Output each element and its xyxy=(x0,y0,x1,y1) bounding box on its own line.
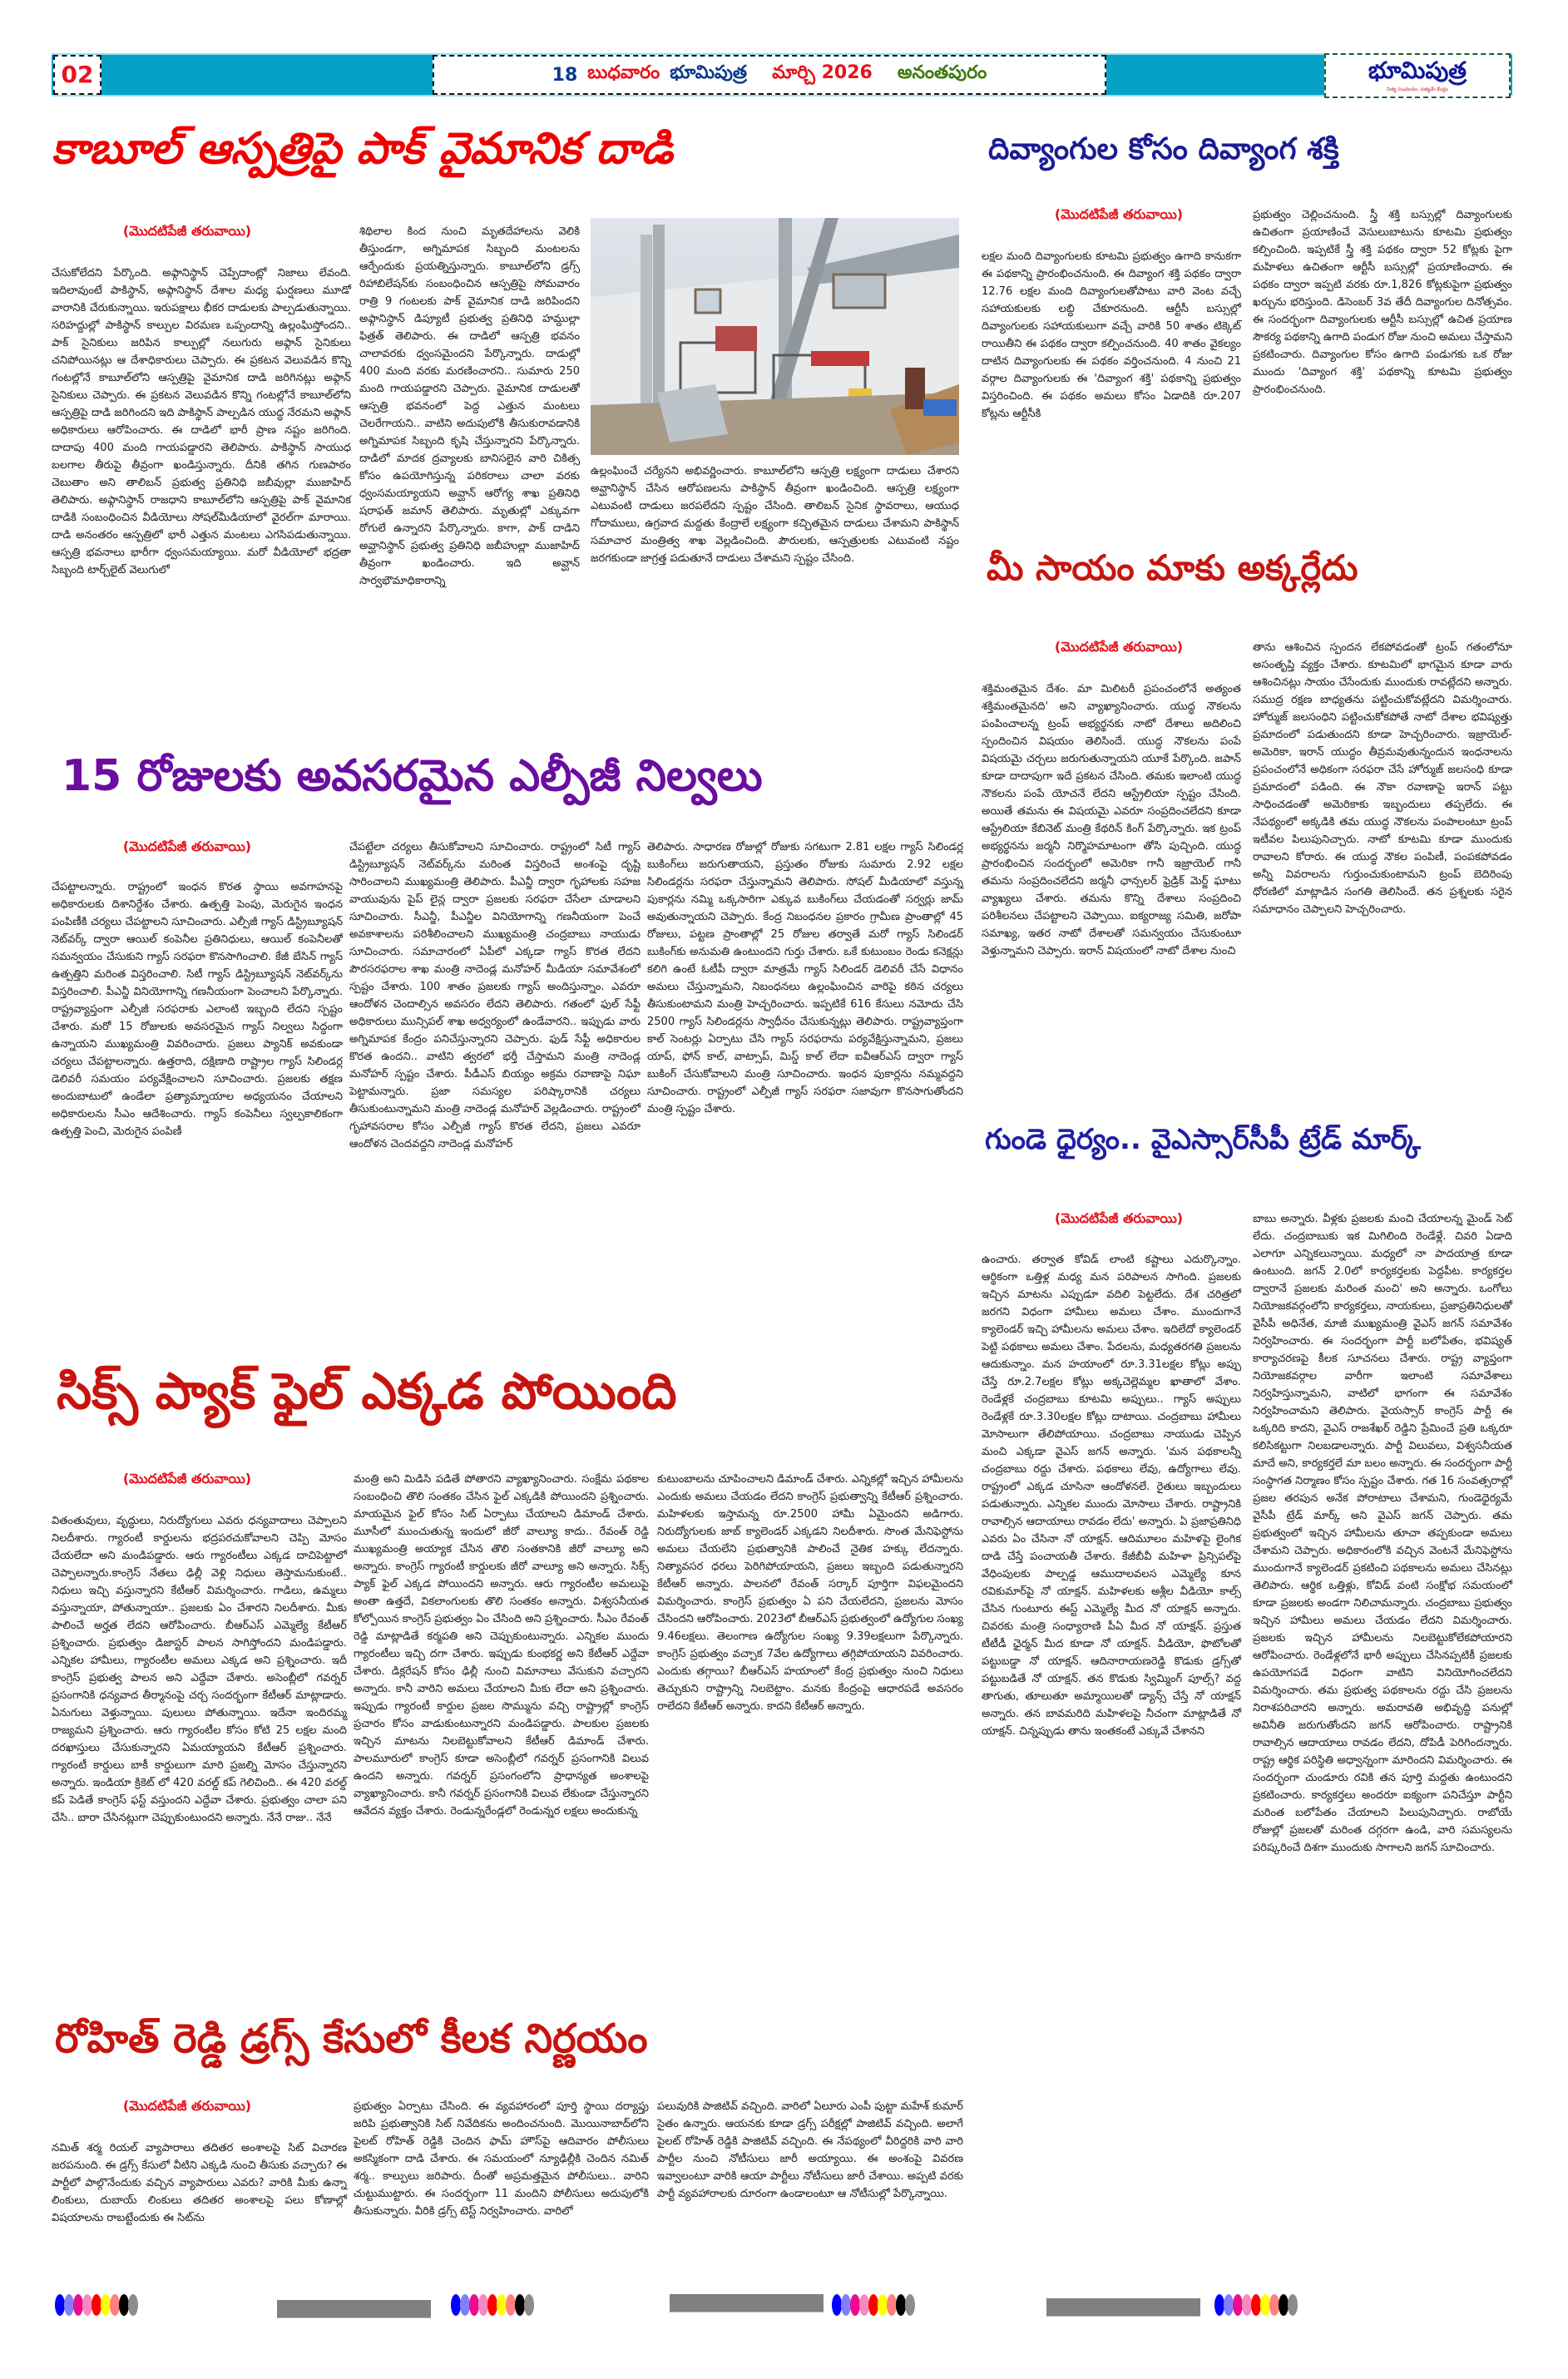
kicker-ysrcp: (మొదటిపేజీ తరువాయి) xyxy=(1054,1210,1184,1226)
article-divyanga-col-2: ప్రభుత్వం చెల్లించనుంది. స్త్రీ శక్తి బస్సుల్లో దివ్యాంగులకు ఉచితంగా ప్రయాణించే వెసులుబాటును కూటమి ప్రభుత్వం కల్పించింది. ఇప్పటికే స్త్రీ శక్తి పథకం ద్వారా 52 కోట్లకు పైగా మహిళలు ఉచితంగా ఆర్టీసీ బస్సుల్లో ప్రయాణించారు. ఈ పథకం ద్వారా ఇప్పటి వరకు రూ.1,826 కోట్లకుపైగా ప్రభుత్వం ఖర్చును భరిస్తుంది. డిసెంబర్ 3వ తేదీ దివ్యాంగుల దినోత్సవం. ఈ సందర్భంగా దివ్యాంగులకు ఆర్టీసీ బస్సుల్లో ఉచిత ప్రయాణ సౌకర్య పథకాన్ని ఉగాది పండుగ రోజు నుంచి అమలు చేస్తామని ప్రకటించారు. దివ్యాంగుల కోసం ఉగాది పండుగకు ఒక రోజు ముందు 'దివ్యాంగ శక్తి' పథకాన్ని కూటమి ప్రభుత్వం ప్రారంభించనుంది. xyxy=(1253,209,1512,396)
article-ysrcp-col-2: బాబు అన్నారు. వీళ్లకు ప్రజలకు మంచి చేయాలన్న మైండ్ సెట్ లేదు. చంద్రబాబుకు ఇక మిగిలింది రెండేళ్లే. చివరి ఏడాది ఎలాగూ ఎన్నికలున్నాయి. మధ్యలో నా పాదయాత్ర కూడా ఉంటుంది. జగన్ 2.0లో కార్యకర్తలకు పెద్దపీట. కార్యకర్తల ద్వారానే ప్రజలకు మరింత మంచి' అని అన్నారు. ఒంగోలు నియోజకవర్గంలోని కార్యకర్తలు, నాయకులు, ప్రజాప్రతినిధులతో వైసీపీ అధినేత, మాజీ ముఖ్యమంత్రి వైఎస్ జగన్ సమావేశం నిర్వహించారు. ఈ సందర్భంగా పార్టీ బలోపేతం, భవిష్యత్ కార్యాచరణపై కీలక సూచనలు చేశారు. రాష్ట్ర వ్యాప్తంగా నియోజకవర్గాల వారీగా ఇలాంటి సమావేశాలు నిర్వహిస్తున్నామని, వాటిలో భాగంగా ఈ సమావేశం నిర్వహించామని తెలిపారు. వైయస్సార్ కాంగ్రెస్ పార్టీ ఈ ఒక్కరిది కాదని, వైఎస్ రాజశేఖర్ రెడ్డిని ప్రేమించే ప్రతి ఒక్కరూ కలిసికట్టుగా నిలబడాలన్నారు. పార్టీ విలువలు, విశ్వసనీయత మాదే అని, కార్యకర్తలే మా బలం అన్నారు. ఈ సందర్భంగా పార్టీ సంస్థాగత నిర్మాణం కోసం స్పష్టం చేశారు. గత 16 సంవత్సరాల్లో ప్రజల తరపున అనేక పోరాటాలు చేశామని, గుండెధైర్యమే వైసీపీ ట్రేడ్ మార్క్ అని వైఎస్ జగన్ చెప్పారు. తమ ప్రభుత్వంలో ఇచ్చిన హామీలను తూచా తప్పకుండా అమలు చేశామని చెప్పారు. అధికారంలోకి వచ్చిన వెంటనే మేనిఫెస్టోను ముందుగానే క్యాలెండర్ ప్రకటించి పథకాలను అమలు చేసినట్లు తెలిపారు. ఆర్థిక ఒత్తిళ్లు, కోవిడ్ వంటి సంక్షోభ సమయంలో కూడా ప్రజలకు అండగా నిలిచామన్నారు. చంద్రబాబు ప్రభుత్వం ఇచ్చిన హామీలు అమలు చేయడం లేదని విమర్శించారు. ప్రజలకు ఇచ్చిన హామీలను నిలబెట్టుకోలేకపోయారని ఆరోపించారు. రెండేళ్లలోనే భారీ అప్పులు చేసినప్పటికీ ప్రజలకు ఉపయోగపడే విధంగా వాటిని వినియోగించలేదని విమర్శించారు. తమ ప్రభుత్వ పథకాలను రద్దు చేసి ప్రజలను నిరాశపరిచారని అన్నారు. అమరావతి అభివృద్ధి పనుల్లో అవినీతి జరుగుతోందని జగన్ ఆరోపించారు. రాష్ట్రానికి రావాల్సిన ఆదాయాలు రావడం లేదని, దోపిడీ పెరిగిందన్నారు. రాష్ట్ర ఆర్థిక పరిస్థితి అధ్వాన్నంగా మారిందని విమర్శించారు. ఈ సందర్భంగా చుండూరు రవికి తన పూర్తి మద్దతు ఉంటుందని ప్రకటించారు. కార్యకర్తలు అందరూ ఐక్యంగా పనిచేస్తూ పార్టీని మరింత బలోపేతం చేయాలని పిలుపునిచ్చారు. రాబోయే రోజుల్లో ప్రజలతో మరింత దగ్గరగా ఉండి, వారి సమస్యలను పరిష్కరించే దిశగా ముందుకు సాగాలని జగన్ సూచించారు. xyxy=(1253,1213,1512,1854)
article-saayam-col-1: శక్తిమంతమైన దేశం. మా మిలిటరీ ప్రపంచంలోనే అత్యంత శక్తిమంతమైనది' అని వ్యాఖ్యానించారు. యుద్ధ నౌకలను పంపించాలన్న ట్రంప్ అభ్యర్థనకు నాటో దేశాలు అదిలించి స్పందించిన విషయం తెలిసిందే. యుద్ధ నౌకలను పంపే విషయమై చర్చలు జరుగుతున్నాయని యూకే పేర్కొంది. జపాన్ కూడా దాదాపుగా ఇదే ప్రకటన చేసింది. తమకు ఇలాంటి యుద్ధ నౌకలను పంపే యోచనే లేదని ఆస్ట్రేలియా స్పష్టం చేసింది. అయితే తమను ఈ విషయమై ఎవరూ సంప్రదించలేదని కూడా ఆస్ట్రేలియా కేబినెట్ మంత్రి కేథరిన్ కింగ్ పేర్కొన్నారు. ఇక ట్రంప్ అభ్యర్థనను జర్మనీ నిర్మొహమాటంగా తోసి పుచ్చింది. యుద్ధ ప్రారంభించిన సందర్భంలో అమెరికా గానీ ఇజ్రాయెల్ గానీ తమను సంప్రదించలేదని జర్మనీ ఛాన్సలర్ ఫ్రెడ్రిక్ మెర్జ్ ఘాటు వ్యాఖ్యలు చేశారు. తమను కొన్ని దేశాలు సంప్రదించి పరిశీలనలు చేపట్టాలని చెప్పాయి. ఐక్యరాజ్య సమితి, జరోపా సమాఖ్య, ఇతర నాటో దేశాలతో సమన్వయం చేసుకుంటూ వెళ్తున్నామని చెప్పారు. ఇరాన్ విషయంలో నాటో దేశాల నుంచి xyxy=(982,683,1241,957)
weekday: బుధవారం xyxy=(587,62,660,83)
month-year: మార్చి 2026 xyxy=(772,62,873,83)
newspaper-logo xyxy=(1324,53,1511,98)
page-number: 02 xyxy=(53,55,101,95)
footer-gray-bar-3 xyxy=(1046,2298,1200,2317)
logo-tagline: నిత్య సంచలనం, సత్యమే కేంద్రం xyxy=(1387,87,1448,92)
kicker-saayam: (మొదటిపేజీ తరువాయి) xyxy=(1054,639,1184,655)
registration-dots-4 xyxy=(1214,2294,1297,2319)
headline-kabul: కాబూల్ ఆస్పత్రిపై పాక్ వైమానిక దాడి xyxy=(52,123,673,174)
article-lpg-col-2: చేపట్టేలా చర్యలు తీసుకోవాలని సూచించారు. రాష్ట్రంలో సిటీ గ్యాస్ డిస్ట్రిబ్యూషన్ నెట్‌వర్క్‌ను మరింత విస్తరించే అంశంపై దృష్టి సారించాలని ముఖ్యమంత్రి తెలిపారు. పీఎన్జీ ద్వారా గృహాలకు సహజ వాయువును పైప్ లైన్ల ద్వారా ప్రజలకు సరఫరా చేసేలా చూడాలని సూచించారు. సీఎన్జీ, పీఎన్జీల వినియోగాన్ని గణనీయంగా పెంచే అవకాశాలను పరిశీలించాలని ముఖ్యమంత్రి చంద్రబాబు నాయుడు సూచించారు. సమాచారంలో ఏపీలో ఎక్కడా గ్యాస్ కొరత లేదని పౌరసరఫరాల శాఖ మంత్రి నాదెండ్ల మనోహర్ మీడియా సమావేశంలో స్పష్టం చేశారు. 100 శాతం ప్రజలకు గ్యాస్ అందిస్తున్నాం. ఎవరూ ఆందోళన చెందాల్సిన అవసరం లేదని తెలిపారు. గతంలో ఫుల్ సేఫ్టీ అధికారులు మున్సిపల్ శాఖ అధ్వర్యంలో ఉండేవారని.. ఇప్పుడు వారు అగ్నిమాపక కేంద్రం పనిచేస్తున్నారని చెప్పారు. ఫుడ్ సేఫ్టీ అధికారుల కొరత ఉందని.. వాటిని త్వరలో భర్తీ చేస్తామని మంత్రి నాదెండ్ల మనోహర్ స్పష్టం చేశారు. పీడీఎస్ బియ్యం అక్రమ రవాణాపై నిఘా పెట్టామన్నారు. ప్రజా సమస్యల పరిష్కారానికి చర్యలు తీసుకుంటున్నామని మంత్రి నాదెండ్ల మనోహర్ వెల్లడించారు. రాష్ట్రంలో గృహావసరాల కోసం ఎల్పీజీ గ్యాస్ కొరత లేదని, ప్రజలు ఎవరూ ఆందోళన చెందవద్దని నాదెండ్ల మనోహర్ xyxy=(349,841,641,1150)
paper-name: భూమిపుత్ర xyxy=(670,62,748,83)
article-divyanga-col-1: లక్షల మంది దివ్యాంగులకు కూటమి ప్రభుత్వం ఉగాది కానుకగా ఈ పథకాన్ని ప్రారంభించనుంది. ఈ దివ్యాంగ శక్తి పథకం ద్వారా 12.76 లక్షల మంది దివ్యాంగులతోపాటు వారి వెంట వచ్చే సహాయకులకు లబ్ధి చేకూరనుంది. ఆర్టీసీ బస్సుల్లో దివ్యాంగులకు సహాయకులుగా వచ్చే వారికి 50 శాతం టిక్కెట్ రాయితీని ఈ పథకం ద్వారా కల్పించనుంది. 40 శాతం వైకల్యం దాటిన దివ్యాంగులకు ఈ పథకం వర్తించనుంది. 4 నుంచి 21 వర్గాల దివ్యాంగులకు ఈ 'దివ్యాంగ శక్తి' పథకాన్ని ప్రభుత్వం విస్తరించింది. ఈ పథకం అమలు కోసం ఏడాదికి రూ.207 కోట్లను ఆర్టీసీకి xyxy=(982,250,1241,420)
kicker-sixpack: (మొదటిపేజీ తరువాయి) xyxy=(122,1471,252,1486)
footer-gray-bar-2 xyxy=(670,2294,824,2312)
registration-dots-2 xyxy=(451,2294,533,2319)
headline-lpg: 15 రోజులకు అవసరమైన ఎల్పీజీ నిల్వలు xyxy=(62,751,763,801)
kicker-rohith: (మొదటిపేజీ తరువాయి) xyxy=(122,2098,252,2114)
article-rohith-col-3: పలువురికి పాజిటివ్ వచ్చింది. వారిలో ఏలూరు ఎంపీ పుట్టా మహేశ్ కుమార్ సైతం ఉన్నారు. ఆయనకు కూడా డ్రగ్స్ పరీక్షల్లో పాజిటివ్ వచ్చింది. అలాగే పైలట్ రోహిత్ రెడ్డికి పాజిటివ్ వచ్చింది. ఈ నేపథ్యంలో వీరిద్దరికి వారి వారి పార్టీల నుంచి నోటీసులు జారీ అయ్యాయి. ఈ అంశంపై వివరణ ఇవ్వాలంటూ వారికి ఆయా పార్టీలు నోటీసులు జారీ చేశాయి. అప్పటి వరకు పార్టీ వ్యవహారాలకు దూరంగా ఉండాలంటూ ఆ నోటీసుల్లో పేర్కొన్నాయి. xyxy=(657,2100,963,2200)
article-kabul-col-2: శిథిలాల కింద నుంచి మృతదేహాలను వెలికి తీస్తుండగా, అగ్నిమాపక సిబ్బంది మంటలను ఆర్పేందుకు ప్రయత్నిస్తున్నారు. కాబూల్‌లోని డ్రగ్స్ రిహాబిలేషన్‌కు సంబంధించిన ఆస్పత్రిపై సోమవారం రాత్రి 9 గంటలకు పాక్ వైమానిక దాడి జరిపిందని అఫ్గానిస్థాన్ డిప్యూటీ ప్రభుత్వ ప్రతినిధి హమ్దుల్లా ఫిత్రత్ తెలిపారు. ఈ దాడిలో ఆస్పత్రి భవనం చాలావరకు ధ్వంసమైందని పేర్కొన్నారు. దాడుల్లో 400 మంది వరకు మరణించారని.. సుమారు 250 మంది గాయపడ్డారని చెప్పారు. వైమానిక దాడులతో ఆస్పత్రి భవనంలో పెద్ద ఎత్తున మంటలు చెలరేగాయని.. వాటిని అదుపులోకి తీసుకురావడానికి అగ్నిమాపక సిబ్బంది కృషి చేస్తున్నారని పేర్కొన్నారు. దాడిలో మాదక ద్రవ్యాలకు బానిసలైన వారి చికిత్స కోసం ఉపయోగిస్తున్న పరికరాలు చాలా వరకు ధ్వంసమయ్యాయని అవ్ఘాన్ ఆరోగ్య శాఖ ప్రతినిధి షరాఫత్ జమాన్ తెలిపారు. మృతుల్లో ఎక్కువగా రోగులే ఉన్నారని పేర్కొన్నారు. కాగా, పాక్ దాడిని అవ్ఘానిస్థాన్ ప్రభుత్వ ప్రతినిధి జబీహుల్లా ముజాహిద్ తీవ్రంగా ఖండించారు. ఇది అవ్ఘాన్ సార్వభౌమాధికారాన్ని xyxy=(359,225,580,587)
dateline xyxy=(433,55,1106,95)
article-sixpack-col-1: వితంతువులు, వృద్ధులు, నిరుద్యోగులు ఎవరు ధన్యవాదాలు చెప్పాలని నిలదీశారు. గ్యారంటీ కార్డులను భద్రపరచుకోవాలని చెప్పి మోసం చేయలేదా అని మండిపడ్డారు. ఆరు గ్యారంటీలు ఎక్కడ దాచిపెట్టాలో చెప్పాలన్నారు.కాంగ్రెస్ నేతలు ఢిల్లీ వెళ్లి నిధులు తెస్తామనుకుంటే.. నిధులు ఇచ్చి వస్తున్నారని కేటీఆర్ విమర్శించారు. గాడిలు, ఉమ్మలు వస్తున్నాయా, పోతున్నాయా.. ప్రజలకు ఏం చేశారని నిలదీశారు. మీకు పాలించే అర్హత లేదని ఆరోపించారు. బీఆర్ఎస్ ఎమ్మెల్యే కేటీఆర్ ప్రశ్నించారు. ప్రభుత్వం డిజాస్టర్ పాలన సాగిస్తోందని మండిపడ్డారు. ఎన్నికల హామీలు, గ్యారంటీల అమలు ఎక్కడ అని ప్రశ్నించారు. ఇదీ కాంగ్రెస్ ప్రభుత్వ పాలన అని ఎద్దేవా చేశారు. అసెంబ్లీలో గవర్నర్ ప్రసంగానికి ధన్యవాద తీర్మానంపై చర్చ సందర్భంగా కేటీఆర్ మాట్లాడారు. ఏనుగులు వెళ్తున్నాయి. పులులు పోతున్నాయి. ఇదేనా ఇందిరమ్మ రాజ్యమని ప్రశ్నించారు. ఆరు గ్యారంటీల కోసం కోటి 25 లక్షల మంది దరఖాస్తులు చేసుకున్నారని ఏమయ్యాయని కేటీఆర్ ప్రశ్నించారు. గ్యారంటీ కార్డులు బాకీ కార్డులుగా మారి ప్రజల్ని మోసం చేస్తున్నారని అన్నారు. ఇండియా క్రికెట్ లో 420 వరల్డ్ కప్ గెలిచింది.. ఈ 420 వరల్డ్ కప్ పెడితే కాంగ్రెస్ ఫస్ట్ వస్తుందని ఎద్దేవా చేశారు. ప్రభుత్వం చాలా పని చేసి.. బారా చేసినట్లుగా చెప్పుకుంటుందని అన్నారు. నేనే రాజు.. నేనే xyxy=(52,1515,347,1824)
article-ysrcp-col-1: ఉంచారు. తర్వాత కోవిడ్ లాంటి కష్టాలు ఎదుర్కొన్నాం. ఆర్థికంగా ఒత్తిళ్ల మధ్య మన పరిపాలన సాగింది. ప్రజలకు ఇచ్చిన మాటను ఎప్పుడూ వదిలి పెట్టలేదు. దేశ చరిత్రలో జరగని విధంగా హామీలు అమలు చేశాం. ముందుగానే క్యాలెండర్ ఇచ్చి హామీలను అమలు చేశాం. ఇదిలేదో క్యాలెండర్ పెట్టి పథకాలు అమలు చేశాం. పేదలను, మధ్యతరగతి ప్రజలను ఆదుకున్నాం. మన హయాంలో రూ.3.31లక్షల కోట్లు అప్పు చేస్తే రూ.2.7లక్షల కోట్లు అక్కచెల్లెమ్మల ఖాతాలో వేశాం. రెండేళ్లకే చంద్రబాబు కూటమి అప్పులు.. గ్యాస్ అప్పులు రెండేళ్లకే రూ.3.30లక్షల కోట్లు దాటాయి. చంద్రబాబు హామీలు మోసాలుగా తేలిపోయాయి. చంద్రబాబు నాయుడు చెప్పిన మంచి ఎక్కడా వైఎస్ జగన్ అన్నారు. 'మన పథకాలన్నీ చంద్రబాబు రద్దు చేశారు. పథకాలు లేవు, ఉద్యోగాలు లేవు. రాష్ట్రంలో ఎక్కడ చూసినా ఆందోళనలే. రైతులు ఇబ్బందులు పడుతున్నారు. ఎన్నికల ముందు మోసాలు చేశారు. రాష్ట్రానికి రావాల్సిన ఆదాయాలు రావడం లేదు' అన్నారు. ఏ ప్రజాప్రతినిధి ఎవరు ఏం చేసినా నో యాక్షన్. ఆదిమూలం మహిళపై లైంగిక దాడి చేస్తే పంచాయతీ చేశారు. కేజీబీవీ మహిళా ప్రిన్సిపల్‌పై వేధింపులకు పాల్పడ్డ ఆముదాలవలస ఎమ్మెల్యే కూన రవికుమార్‌పై నో యాక్షన్. మహిళలకు అశ్లీల వీడియో కాల్స్ చేసిన గుంటూరు ఈస్ట్ ఎమ్మెల్యే మీద నో యాక్షన్ అన్నారు. చివరకు మంత్రి సంధ్యారాణి పీఏ మీద నో యాక్షన్. ప్రస్తుత టీటీడీ ఛైర్మన్ మీద కూడా నో యాక్షన్. వీడియో, ఫొటోలతో పట్టుబడ్డా నో యాక్షన్. ఆదినారాయణరెడ్డి కొడుకు డ్రగ్స్‌తో పట్టుబడితే నో యాక్షన్. తన కొడుకు స్విమ్మింగ్ పూల్స్? వద్ద తాగుతు, తూలుతూ అమ్మాయిలతో డ్యాన్స్ చేస్తే నో యాక్షన్ అన్నారు. తన బావమరిది మహిళలపై నీచంగా మాట్లాడితే నో యాక్షన్. చిన్నప్పుడు తాను ఇంతకంటే ఎక్కువే చేశానని xyxy=(982,1254,1241,1738)
headline-sixpack: సిక్స్ ప్యాక్ ఫైల్ ఎక్కడ పోయింది xyxy=(57,1363,677,1421)
footer-gray-bar-1 xyxy=(277,2300,431,2318)
registration-dots-3 xyxy=(832,2294,914,2319)
article-lpg-col-3: తెలిపారు. సాధారణ రోజుల్లో రోజుకు సగటుగా 2.81 లక్షల గ్యాస్ సిలిండర్ల బుకింగ్‌లు జరుగుతాయని, ప్రస్తుతం రోజుకు సుమారు 2.92 లక్షల సిలిండర్లను సరఫరా చేస్తున్నామని తెలిపారు. సోషల్ మీడియాలో వస్తున్న పుకార్లను నమ్మి ఒక్కసారిగా ఎక్కువ బుకింగ్‌లు చేయడంతో సర్వర్లు జామ్ అవుతున్నాయని చెప్పారు. కేంద్ర నిబంధనల ప్రకారం గ్రామీణ ప్రాంతాల్లో 45 రోజులు, పట్టణ ప్రాంతాల్లో 25 రోజుల తర్వాతే మరో గ్యాస్ సిలిండర్ బుకింగ్‌కు అనుమతి ఉంటుందని గుర్తు చేశారు. ఒకే కుటుంబం రెండు కనెక్షన్లు కలిగి ఉంటే ఓటీపీ ద్వారా మాత్రమే గ్యాస్ సిలిండర్ డెలివరీ చేసే విధానం అమలు చేస్తున్నామని, నిబంధనలు ఉల్లంఘించిన వారిపై కఠిన చర్యలు తీసుకుంటామని మంత్రి హెచ్చరించారు. ఇప్పటికే 616 కేసులు నమోదు చేసి 2500 గ్యాస్ సిలిండర్లను స్వాధీనం చేసుకున్నట్లు తెలిపారు. రాష్ట్రవ్యాప్తంగా కాల్ సెంటర్లు ఏర్పాటు చేసి గ్యాస్ సరఫరాను పర్యవేక్షిస్తున్నామని, ప్రజలు యాప్, ఫోన్ కాల్, వాట్సాప్, మిస్డ్ కాల్ లేదా ఐవీఆర్ఎస్ ద్వారా గ్యాస్ బుకింగ్ చేసుకోవాలని మంత్రి సూచించారు. ఇంధన పుకార్లను నమ్మవద్దని సూచించారు. రాష్ట్రంలో ఎల్పీజీ గ్యాస్ సరఫరా సజావుగా కొనసాగుతోందని మంత్రి స్పష్టం చేశారు. xyxy=(647,841,963,1115)
article-kabul-col-3: ఉల్లంఘించే చర్యేనని అభివర్ణించారు. కాబూల్‌లోని ఆస్పత్రి లక్ష్యంగా దాడులు చేశారని అవ్ఘానిస్థాన్ చేసిన ఆరోపణలను పాకిస్థాన్ తీవ్రంగా ఖండించింది. ఆస్పత్రి లక్ష్యంగా ఎటువంటి దాడులు జరపలేదని స్పష్టం చేసింది. తాలిబన్ సైనిక స్థావరాలు, ఆయుధ గోదాములు, ఉగ్రవాద మద్దతు కేంద్రాలే లక్ష్యంగా కచ్చితమైన దాడులు చేశామని పాకిస్థాన్ సమాచార మంత్రిత్వ శాఖ వెల్లడించింది. పౌరులకు, ఆస్పత్రులకు ఎటువంటి నష్టం జరగకుండా జాగ్రత్త పడుతూనే దాడులు చేశామని స్పష్టం చేసింది. xyxy=(591,465,959,565)
article-rohith-col-1: నమిత్ శర్మ రియల్ వ్యాపారాలు తదితర అంశాలపై సిట్ విచారణ జరపనుంది. ఈ డ్రగ్స్ కేసులో వీటిని ఎక్కడి నుంచి తీసుకు వచ్చారు? ఈ పార్టీలో పాల్గొనేందుకు వచ్చిన వ్యాపారులు ఎవరు? వారికి మీకు ఉన్నా లింకులు, దుబాయ్ లింకులు తదితర అంశాలపై పలు కోణాల్లో విషయాలను రాబట్టేందుకు ఈ సిట్‌ను xyxy=(52,2142,347,2224)
color-dot xyxy=(1288,2294,1298,2316)
headline-saayam: మీ సాయం మాకు అక్కర్లేదు xyxy=(987,547,1358,588)
article-sixpack-col-3: కుటుంబాలను చూపించాలని డిమాండ్ చేశారు. ఎన్నికల్లో ఇచ్చిన హామీలను ఎందుకు అమలు చేయడం లేదని కాంగ్రెస్ ప్రభుత్వాన్ని కేటీఆర్ ప్రశ్నించారు. మహిళలకు ఇస్తామన్న రూ.2500 హామీ ఏమైందని అడిగారు. నిరుద్యోగులకు జాబ్ క్యాలెండర్ ఎక్కడని నిలదీశారు. సొంత మేనిఫెస్టోను అమలు చేయలేని ప్రభుత్వానికి పాలించే నైతిక హక్కు లేదన్నారు. నిత్యావసర ధరలు పెరిగిపోయాయని, ప్రజలు ఇబ్బంది పడుతున్నారని కేటీఆర్ అన్నారు. పాలనలో రేవంత్ సర్కార్ పూర్తిగా విఫలమైందని విమర్శించారు. కాంగ్రెస్ ప్రభుత్వం ఏ పని చేయలేదని, ప్రజలను మోసం చేసిందని ఆరోపించారు. 2023లో బీఆర్ఎస్ ప్రభుత్వంలో ఉద్యోగుల సంఖ్య 9.46లక్షలు. తెలంగాణ ఉద్యోగుల సంఖ్య 9.39లక్షలుగా పేర్కొన్నారు. కాంగ్రెస్ ప్రభుత్వం వచ్చాక 7వేల ఉద్యోగాలు తగ్గిపోయాయని వివరించారు. ఎందుకు తగ్గాయి? బీఆర్ఎస్ హయాంలో కేంద్ర ప్రభుత్వం నుంచి నిధులు తెచ్చుకుని రాష్ట్రాన్ని నిలబెట్టాం. మనకు కేంద్రంపై ఆధారపడే అవసరం రాలేదని కేటీఆర్ అన్నారు. కాదని కేటీఆర్ అన్నారు. xyxy=(657,1473,963,1713)
logo-text: భూమిపుత్ర xyxy=(1368,57,1467,84)
article-rohith-col-2: ప్రభుత్వం ఏర్పాటు చేసింది. ఈ వ్యవహారంలో పూర్తి స్థాయి దర్యాప్తు జరిపి ప్రభుత్వానికి సిట్ నివేదికను అందించనుంది. మొయినాబాద్‌లోని పైలట్ రోహిత్ రెడ్డికి చెందిన ఫామ్ హౌస్‌పై ఆదివారం పోలీసులు అకస్మికంగా దాడి చేశారు. ఈ సమయంలో న్యూఢిల్లీకి చెందిన నమిత్ శర్మ.. కాల్పులు జరిపారు. దీంతో అప్రమత్తమైన పోలీసులు.. వారిని చుట్టుముట్టారు. ఈ సందర్భంగా 11 మందిని పోలీసులు అదుపులోకి తీసుకున్నారు. వీరికి డ్రగ్స్ టెస్ట్ నిర్వహించారు. వారిలో xyxy=(354,2100,649,2218)
damaged-building-image xyxy=(591,218,959,455)
article-saayam-col-2: తాను ఆశించిన స్పందన లేకపోవడంతో ట్రంప్ గతంలోనూ అసంతృప్తి వ్యక్తం చేశారు. కూటమిలో భాగమైన కూడా వారు ఆశించినట్లు సాయం చేసేందుకు ముందుకు రావట్లేదని అన్నారు. సముద్ర రక్షణ బాధ్యతను పట్టించుకోవట్లేదని విమర్శించారు. హోర్ముజ్ జలసంధిని పట్టించుకోకపోతే నాటో దేశాల భవిష్యత్తు ప్రమాదంలో పడుతుందని కూడా హెచ్చరించారు. ఇజ్రాయెల్-అమెరికా, ఇరాన్ యుద్ధం తీవ్రమవుతున్నందున ఇంధనాలను ప్రపంచంలోనే అధికంగా సరఫరా చేసే హోర్ముజ్ జలసంధి కూడా ప్రమాదంలో పడింది. ఈ నౌకా రవాణాపై ఇరాన్ పట్టు సాధించడంతో అమెరికాకు ఇబ్బందులు తప్పలేదు. ఈ నేపథ్యంలో అక్కడికి తమ యుద్ధ నౌకలను పంపాలంటూ ట్రంప్ ఇటీవల పిలుపునిచ్చారు. నాటో కూటమి కూడా ముందుకు రావాలని కోరారు. ఈ యుద్ధ నౌకల పంపిణీ, పంపకపోవడం అన్నీ వివరాలను గుర్తుంచుకుంటామని ట్రంప్ బెదిరింపు ధోరణిలో మాట్లాడిన సంగతి తెలిసిందే. తన ప్రశ్నలకు సరైన సమాధానం చెప్పాలని హెచ్చరించారు. xyxy=(1253,641,1512,916)
edition: అనంతపురం xyxy=(897,62,987,83)
article-lpg-col-1: చేపట్టాలన్నారు. రాష్ట్రంలో ఇంధన కొరత స్థాయి అవగాహనపై అధికారులకు దిశానిర్దేశం చేశారు. ఉత్పత్తి పెంపు, మెరుగైన ఇంధన పంపిణీకి చర్యలు చేపట్టాలని సూచించారు. ఎల్పీజీ గ్యాస్ డిస్ట్రిబ్యూషన్ నెట్‌వర్క్ ద్వారా ఆయిల్ కంపెనీల ప్రతినిధులు, ఆయిల్ కంపెనీలతో సమన్వయం చేసుకుని గ్యాస్ సరఫరా కొనసాగించాలి. కేజీ బేసిన్ గ్యాస్ ఉత్పత్తిని మరింత విస్తరించాలి. సిటీ గ్యాస్ డిస్ట్రిబ్యూషన్ నెట్‌వర్క్‌ను విస్తరించాలి. పీఎన్జీ వినియోగాన్ని గణనీయంగా పెంచాలని పేర్కొన్నారు. రాష్ట్రవ్యాప్తంగా ఎల్పీజీ సరఫరాకు ఎలాంటి ఇబ్బంది లేదని స్పష్టం చేశారు. మరో 15 రోజులకు అవసరమైన గ్యాస్ నిల్వలు సిద్ధంగా ఉన్నాయని ముఖ్యమంత్రి వివరించారు. ప్రజలు ప్యానిక్ అవకుండా చర్యలు చేపట్టాలన్నారు. ఉత్తరాది, దక్షిణాది రాష్ట్రాల గ్యాస్ సిలిండర్ల డెలివరీ సమయం పర్యవేక్షించాలని సూచించారు. ప్రజలకు తక్షణ అందుబాటులో ఉండేలా ప్రత్యామ్నాయాల అధ్యయనం చేయాలని అధికారులను సీఎం ఆదేశించారు. గ్యాస్ కంపెనీలు స్వల్పకాలికంగా ఉత్పత్తి పెంచి, మెరుగైన పంపిణీ xyxy=(52,881,343,1138)
color-dot xyxy=(128,2294,138,2316)
color-dot xyxy=(524,2294,534,2316)
registration-dots-1 xyxy=(55,2294,137,2319)
kabul-hospital-photo xyxy=(591,218,959,455)
kicker-divyanga: (మొదటిపేజీ తరువాయి) xyxy=(1054,206,1184,222)
date-day: 18 xyxy=(552,64,578,86)
kicker-lpg: (మొదటిపేజీ తరువాయి) xyxy=(122,838,252,854)
color-dot xyxy=(905,2294,915,2316)
headline-ysrcp: గుండె ధైర్యం.. వైఎస్సార్‌సీపీ ట్రేడ్ మార్క్ xyxy=(985,1123,1421,1156)
article-kabul-col-1: చేసుకోలేదని పేర్కొంది. అఫ్గానిస్థాన్ చెప్పేదాంట్లో నిజాలు లేవంది. ఇదిలావుంటే పాకిస్థాన్, అఫ్గానిస్థాన్ దేశాల మధ్య ఘర్షణలు మూడో వారానికి చేరుకున్నాయి. ఇరుపక్షాలు భీకర దాడులకు పాల్పడుతున్నాయి. సరిహద్దుల్లో పాకిస్థాన్ కాల్పుల విరమణ ఒప్పందాన్ని ఉల్లంఘిస్తోందని.. పాక్ సైనికులు జరిపిన కాల్పుల్లో నలుగురు అఫ్గాన్ సైనికులు చనిపోయినట్లు ఆ దేశాధికారులు చెప్పారు. ఈ ప్రకటన వెలువడిన కొన్ని గంటల్లోనే కాబూల్‌లోని ఆస్పత్రిపై వైమానిక దాడి జరిగినట్లు అఫ్గాన్ సైనికులు చెప్పారు. ఈ ప్రకటన వెలువడిన కొన్ని గంటల్లోనే కాబూల్‌లోని ఆస్పత్రిపై దాడి జరిగిందని ఇది పాకిస్థాన్ పాల్పడిన యుద్ధ నేరమని అఫ్గాన్ అధికారులు ఆరోపించారు. ఈ దాడిలో భారీ ప్రాణ నష్టం జరిగింది. దాదాపు 400 మంది గాయపడ్డారని తెలిపారు. పాకిస్థాన్ సాయుధ బలగాల తీరుపై తీవ్రంగా ఖండిస్తున్నారు. దీనికి తగిన గుణపాఠం చెబుతాం అని తాలిబన్ ప్రభుత్వ ప్రతినిధి జబీవుల్లా ముజాహిద్ తెలిపారు. అఫ్గానిస్థాన్ రాజధాని కాబూల్‌లోని ఆస్పత్రిపై పాక్ వైమానిక దాడికి సంబంధించిన వీడియోలు సోషల్‌మీడియాలో వైరల్‌గా మారాయి. దాడి అనంతరం ఆస్పత్రిలో భారీ ఎత్తున మంటలు ఎగసిపడుతున్నాయి. ఆస్పత్రి భవనాలు భారీగా ధ్వంసమయ్యాయి. మరో వీడియోలో భద్రతా సిబ్బంది టార్చ్‌లైట్ వెలుగులో xyxy=(52,267,351,576)
headline-divyanga: దివ్యాంగుల కోసం దివ్యాంగ శక్తి xyxy=(988,132,1339,166)
headline-rohith: రోహిత్ రెడ్డి డ్రగ్స్ కేసులో కీలక నిర్ణయం xyxy=(55,2015,648,2062)
kicker-kabul: (మొదటిపేజీ తరువాయి) xyxy=(122,223,252,239)
article-sixpack-col-2: మంత్రి అని మిడిసి పడితే పోతారని వ్యాఖ్యానించారు. సంక్షేమ పథకాల సంబంధించి తొలి సంతకం చేసిన ఫైల్ ఎక్కడికి పోయిందని ప్రశ్నించారు. మాయమైన ఫైల్ కోసం సిట్ ఏర్పాటు చేయాలని డిమాండ్ చేశారు. మూసీలో ముంచుతున్న ఇందులో జీరో వాల్యూ కాదు.. రేవంత్ రెడ్డి ముఖ్యమంత్రి అయ్యాక చేసిన తొలి సంతకానికి జీరో వాల్యూ అని అన్నారు. కాంగ్రెస్ గ్యారంటీ కార్డులకు జీరో వాల్యూ అని అన్నారు. సిక్స్ ప్యాక్ ఫైల్ ఎక్కడ పోయిందని అన్నారు. ఆరు గ్యారంటీల అమలుపై అంతా ఉత్తదే, వికలాంగులకు తొలి సంతకం అన్నారు. విశ్వసనీయత కోల్పోయిన కాంగ్రెస్ ప్రభుత్వం ఏం చేసింది అని ప్రశ్నించారు. సీఎం రేవంత్ రెడ్డి మాట్లాడితే కర్మపతి అని చెప్పుకుంటున్నారు. ఎన్నికల ముందు గ్యారంటీలు ఇచ్చి దగా చేశారు. ఇప్పుడు కుంభకర్ణ అని కేటీఆర్ ఎద్దేవా చేశారు. డిక్లరేషన్ కోసం ఢిల్లీ నుంచి విమానాలు వేసుకుని వచ్చారని అన్నారు. కానీ వారిని అమలు చేయాలని మీకు లేదా అని ప్రశ్నించారు. ఇప్పుడు గ్యారంటీ కార్డుల ప్రజల సొమ్మును వచ్చి రాష్ట్రాల్లో కాంగ్రెస్ ప్రచారం కోసం వాడుకుంటున్నారని మండిపడ్డారు. పాలకుల ప్రజలకు ఇచ్చిన మాటను నిలబెట్టుకోవాలని కేటీఆర్ డిమాండ్ చేశారు. పాలమూరులో కాంగ్రెస్ కూడా అసెంబ్లీలో గవర్నర్ ప్రసంగానికి విలువ ఉందని అన్నారు. గవర్నర్ ప్రసంగంలోని ప్రాధాన్యత అంశాలపై వ్యాఖ్యానించారు. కానీ గవర్నర్ ప్రసంగానికి విలువ లేకుండా చేస్తున్నారని ఆవేదన వ్యక్తం చేశారు. రెండున్నరేండ్లలో రెండున్నర లక్షలు అందుకున్న xyxy=(354,1473,649,1818)
